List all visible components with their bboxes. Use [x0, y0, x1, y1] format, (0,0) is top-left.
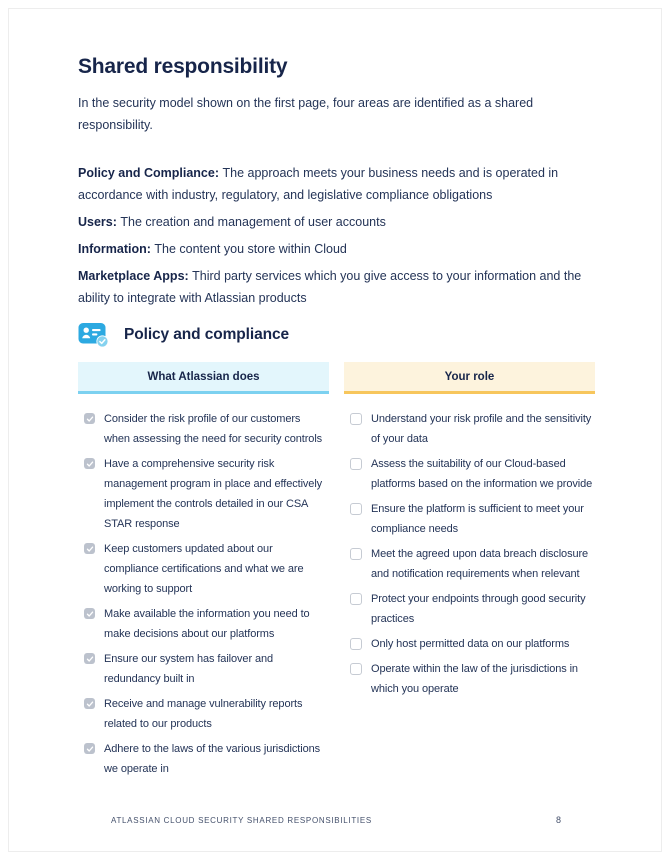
checklist-item: [84, 454, 329, 534]
checklist-item: [350, 589, 595, 629]
document-page: [8, 8, 662, 852]
checkbox-checked-icon[interactable]: [84, 653, 95, 664]
checkbox-unchecked-icon[interactable]: [350, 503, 362, 515]
checklist-what-atlassian-does: [78, 409, 329, 779]
checklist-item: [84, 409, 329, 449]
page-number: 8: [555, 815, 561, 825]
checklist-item: [350, 454, 595, 494]
definition-item: [78, 162, 594, 206]
checkbox-checked-icon[interactable]: [84, 698, 95, 709]
definitions-list: [78, 162, 595, 309]
checkbox-checked-icon[interactable]: [84, 543, 95, 554]
checklist-item-text: Make available the information you need to make decisions about our platforms: [104, 608, 310, 640]
definition-item: [78, 265, 594, 309]
section-title: Policy and compliance: [124, 326, 290, 343]
definition-text: The creation and management of user accounts: [120, 215, 386, 229]
checklist-item: [84, 539, 329, 599]
footer-text: ATLASSIAN CLOUD SECURITY SHARED RESPONSIBILITIES: [111, 816, 372, 825]
intro-paragraph: In the security model shown on the first page, four areas are identified as a shared responsibility.: [78, 96, 534, 132]
checklist-item: [350, 499, 595, 539]
column-header-your-role: Your role: [344, 362, 595, 394]
definition-term: Policy and Compliance:: [78, 166, 223, 180]
checklist-item-text: Understand your risk profile and the sensitivity of your data: [371, 413, 592, 445]
checklist-item-text: Have a comprehensive security risk management program in place and effectively implement the controls detailed in our CSA STAR response: [104, 458, 323, 530]
page-title: Shared responsibility: [78, 55, 288, 78]
column-header-what-atlassian-does: What Atlassian does: [78, 362, 329, 394]
checklist-item-text: Adhere to the laws of the various jurisdictions we operate in: [104, 743, 321, 775]
checklist-item: [350, 659, 595, 699]
definition-text: Third party services which you give access to your information and the ability to integrate with Atlassian products: [78, 269, 582, 305]
checklist-item: [84, 739, 329, 779]
checklist-your-role: [344, 409, 595, 699]
section-header: [78, 321, 595, 349]
responsibility-columns: [78, 362, 595, 784]
checkbox-checked-icon[interactable]: [84, 458, 95, 469]
checklist-item: [84, 604, 329, 644]
page-content: [9, 9, 661, 784]
definition-item: [78, 238, 594, 260]
checklist-item: [84, 694, 329, 734]
checklist-item-text: Keep customers updated about our compliance certifications and what we are working to support: [104, 543, 304, 595]
checkbox-unchecked-icon[interactable]: [350, 548, 362, 560]
checkbox-checked-icon[interactable]: [84, 608, 95, 619]
checklist-item: [350, 634, 595, 654]
definition-term: Marketplace Apps:: [78, 269, 193, 283]
checklist-item-text: Receive and manage vulnerability reports related to our products: [104, 698, 303, 730]
definition-term: Users:: [78, 215, 121, 229]
definition-item: [78, 211, 594, 233]
checklist-item: [350, 409, 595, 449]
checklist-item-text: Assess the suitability of our Cloud-based platforms based on the information we provide: [371, 458, 593, 490]
checkbox-checked-icon[interactable]: [84, 413, 95, 424]
checklist-item-text: Only host permitted data on our platforms: [371, 638, 570, 650]
checklist-item-text: Consider the risk profile of our customers when assessing the need for security controls: [104, 413, 323, 445]
checklist-item-text: Ensure our system has failover and redundancy built in: [104, 653, 274, 685]
definition-text: The approach meets your business needs and is operated in accordance with industry, regulatory, and legislative compliance obligations: [78, 166, 559, 202]
checklist-item: [84, 649, 329, 689]
definition-term: Information:: [78, 242, 155, 256]
checkbox-unchecked-icon[interactable]: [350, 593, 362, 605]
checklist-item-text: Protect your endpoints through good security practices: [371, 593, 586, 625]
id-badge-check-icon: [78, 321, 111, 349]
definition-text: The content you store within Cloud: [154, 242, 347, 256]
checklist-item: [350, 544, 595, 584]
checklist-item-text: Meet the agreed upon data breach disclosure and notification requirements when relevant: [371, 548, 589, 580]
checkbox-unchecked-icon[interactable]: [350, 458, 362, 470]
column-what-atlassian-does: [78, 362, 329, 784]
column-your-role: [344, 362, 595, 784]
checklist-item-text: Operate within the law of the jurisdictions in which you operate: [371, 663, 578, 695]
page-footer: [111, 815, 561, 825]
checkbox-checked-icon[interactable]: [84, 743, 95, 754]
checkbox-unchecked-icon[interactable]: [350, 638, 362, 650]
checklist-item-text: Ensure the platform is sufficient to meet your compliance needs: [371, 503, 584, 535]
checkbox-unchecked-icon[interactable]: [350, 413, 362, 425]
checkbox-unchecked-icon[interactable]: [350, 663, 362, 675]
